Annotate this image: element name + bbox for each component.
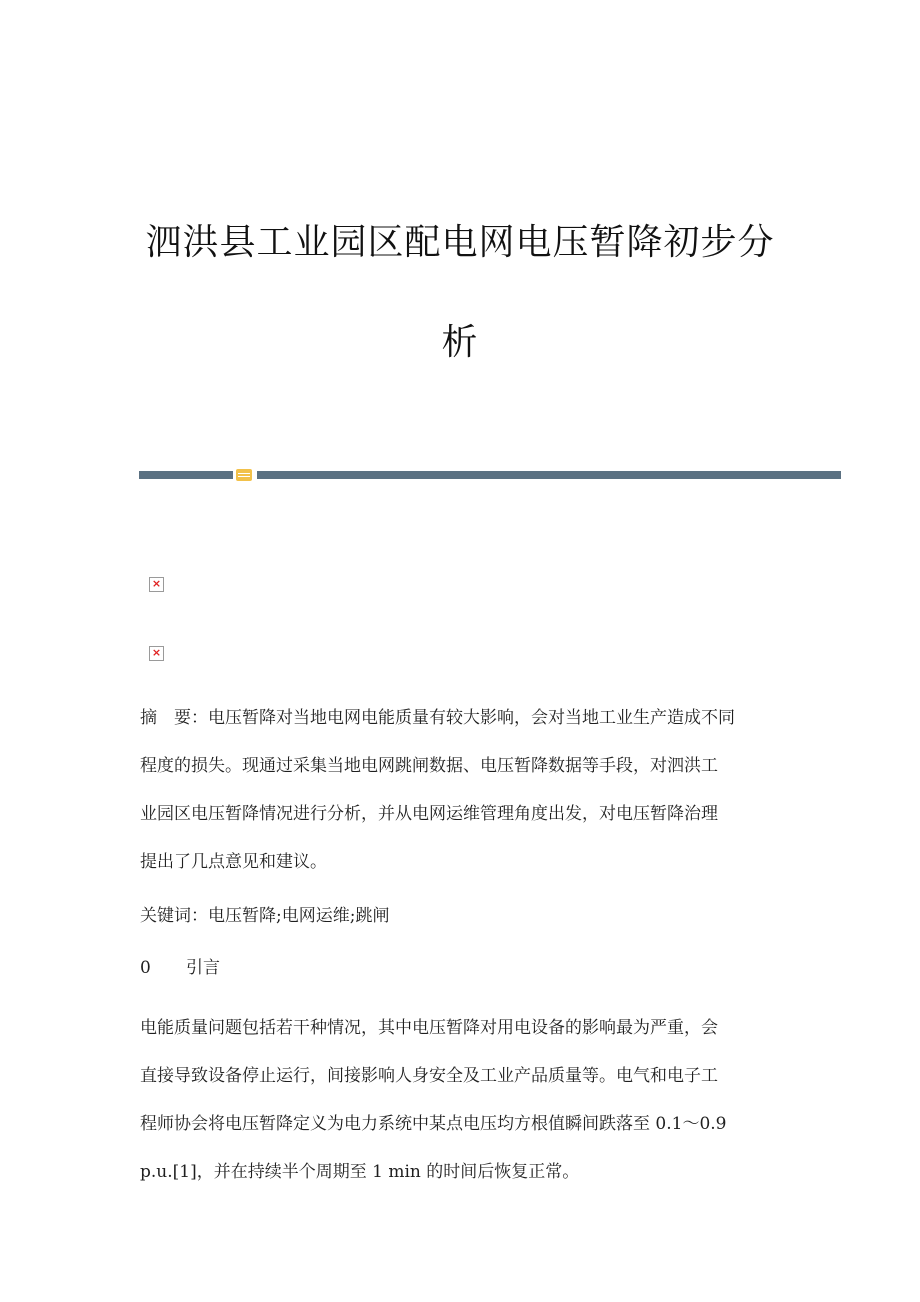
keywords: 关键词：电压暂降;电网运维;跳闸 [140,906,390,926]
intro-line: 直接导致设备停止运行，间接影响人身安全及工业产品质量等。电气和电子工 [140,1066,718,1086]
intro-line: 程师协会将电压暂降定义为电力系统中某点电压均方根值瞬间跌落至 0.1～0.9 [140,1114,727,1134]
section-number: 0 [140,958,151,978]
intro-line: p.u.[1]，并在持续半个周期至 1 min 的时间后恢复正常。 [140,1162,580,1182]
abstract [140,694,780,886]
divider-right-segment [257,471,841,479]
divider-left-segment [139,471,233,479]
document-title-line-2: 析 [441,322,479,363]
section-title: 引言 [186,958,220,978]
divider-ornament-icon [236,469,252,481]
abstract-line: 业园区电压暂降情况进行分析，并从电网运维管理角度出发，对电压暂降治理 [140,804,718,824]
intro-line: 电能质量问题包括若干种情况，其中电压暂降对用电设备的影响最为严重，会 [140,1018,718,1038]
abstract-line: 提出了几点意见和建议。 [140,852,327,872]
broken-image-icon: × [149,577,164,592]
broken-image-icon: × [149,646,164,661]
introduction [140,1004,780,1196]
document-title-line-1: 泗洪县工业园区配电网电压暂降初步分 [145,222,775,263]
section-heading [140,944,780,992]
title-divider [139,471,841,479]
abstract-line: 摘 要：电压暂降对当地电网电能质量有较大影响，会对当地工业生产造成不同 [140,708,735,728]
abstract-line: 程度的损失。现通过采集当地电网跳闸数据、电压暂降数据等手段，对泗洪工 [140,756,718,776]
